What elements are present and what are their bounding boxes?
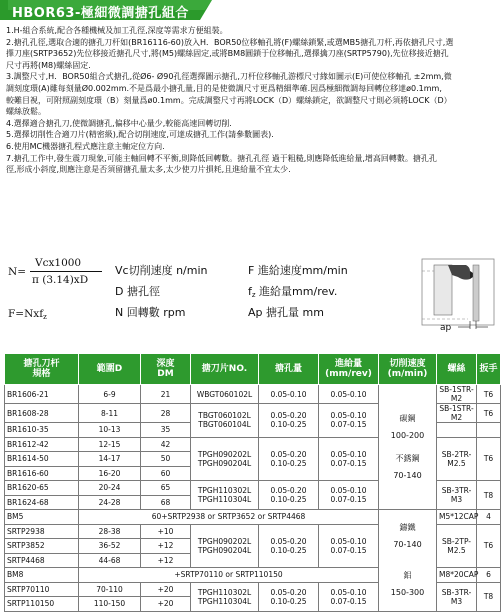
legend-fz [248, 283, 337, 299]
cell-ap: 0.05-0.20 0.10-0.25 [259, 437, 319, 481]
cell-depth: 68 [141, 495, 191, 510]
cell-wrench: T6 [477, 385, 501, 404]
cell-holder: SRTP3852 [5, 539, 79, 554]
instructions [6, 25, 498, 176]
cell-ap: 0.05-0.10 [259, 385, 319, 404]
cell-range: 36-52 [79, 539, 141, 554]
diagram-ap-label: ap [440, 323, 452, 333]
legend-vc: Vc切削速度 n/min [115, 264, 208, 277]
formula-feed-main: F=Nxf [8, 308, 44, 320]
cell-range: 24-28 [79, 495, 141, 510]
header-insert: 搪刀片NO. [191, 354, 259, 385]
formula-denominator: π (3.14)xD [32, 274, 89, 286]
header-wrench: 扳手 [477, 354, 501, 385]
instruction-line: 1.H-組合系統,配合各種機械及加工孔徑,深度等需求方便組裝。 [6, 26, 228, 35]
cell-screw: SB-1STR-M2 [437, 385, 477, 404]
formula-feed [8, 308, 47, 321]
instruction-line: 調刻度環(A)雖每刻量Ø0.002mm.不是爲最小搪孔量,目的是使微調尺寸更爲精細準確.因爲極細微調每回轉位移達ø0.1mm, [6, 83, 442, 93]
cell-speed-group-1 [379, 385, 437, 510]
cell-depth: 60 [141, 466, 191, 481]
cell-insert: WBGT060102L [191, 385, 259, 404]
title-banner [0, 0, 212, 20]
cell-depth: +20 [141, 582, 191, 597]
cell-wrench: T6 [477, 404, 501, 423]
formula-feed-sub: z [43, 313, 47, 321]
cell-insert: TPGH110302L TPGH110304L [191, 582, 259, 611]
cell-feed: 0.05-0.10 0.07-0.15 [319, 404, 379, 438]
formula-n-label: N= [8, 266, 26, 278]
cell-holder: BR1616-60 [5, 466, 79, 481]
cell-holder: SRTP110150 [5, 597, 79, 612]
cell-ap: 0.05-0.20 0.10-0.25 [259, 524, 319, 568]
cell-screw: SB-1STR-M2 [437, 404, 477, 423]
cell-ap: 0.05-0.20 0.10-0.25 [259, 481, 319, 510]
instruction-line: 4.選擇適合搪孔刀,使微調搪孔,偏移中心量少,較能高速回轉切削. [6, 118, 232, 128]
cell-wrench: 6 [477, 568, 501, 583]
cell-wrench: T6 [477, 437, 501, 481]
cell-depth: 42 [141, 437, 191, 452]
legend-d: D 搪孔徑 [115, 285, 160, 298]
legend-fz-sub: z [251, 291, 256, 299]
cell-screw: SB-3TR-M3 [437, 582, 477, 611]
cell-screw: SB-2TR-M2.5 [437, 437, 477, 481]
cell-range: 6-9 [79, 385, 141, 404]
cell-holder: SRTP4468 [5, 553, 79, 568]
boring-diagram [418, 257, 498, 341]
speed-material: 不銹鋼 [395, 454, 420, 463]
cell-depth: 65 [141, 481, 191, 496]
legend-fz-main: f [248, 285, 252, 298]
cell-holder: BR1606-21 [5, 385, 79, 404]
speed-value: 100-200 [390, 431, 425, 440]
cell-screw: M8*20CAP [437, 568, 477, 583]
instruction-line: 徑,形成小斜度,則應注意是否須留搪孔量太多,太少使刀片損耗,且進給量不宜太少. [6, 165, 291, 175]
page-title: HBOR63-極細微調搪孔組合 [12, 6, 189, 21]
legend-f: F 進給速度mm/min [248, 264, 348, 277]
cell-feed: 0.05-0.10 [319, 385, 379, 404]
instruction-line: 2.搪孔孔徑,選取合適的搪孔刀杆如(BR16116-60)放入H．BOR50位移軸孔將(F)螺絲鎖緊,或選MB5搪孔刀杆,再依搪孔尺寸,選 [6, 37, 454, 47]
cell-range: 10-13 [79, 423, 141, 438]
cell-depth: 50 [141, 452, 191, 467]
instruction-line: 6.使用MC機器搪孔程式應注意主軸定位方向. [6, 141, 165, 151]
boring-diagram-svg [418, 257, 498, 337]
cell-feed: 0.05-0.10 0.07-0.15 [319, 524, 379, 568]
cell-range: 70-110 [79, 582, 141, 597]
cell-insert: TPGH110302L TPGH110304L [191, 481, 259, 510]
cell-screw: SB-3TR-M3 [437, 481, 477, 510]
speed-value: 150-300 [390, 588, 425, 598]
header-screw: 螺絲 [437, 354, 477, 385]
cell-range: 28-38 [79, 524, 141, 539]
cell-holder: BR1608-28 [5, 404, 79, 423]
cell-holder: BR1614-50 [5, 452, 79, 467]
speed-value: 70-140 [393, 471, 422, 480]
cell-screw: SB-2TP-M2.5 [437, 524, 477, 568]
cell-feed: 0.05-0.10 0.07-0.15 [319, 481, 379, 510]
instruction-line: 較難目視，可附照副刻度環（B）刻量爲ø0.1mm。完成調整尺寸再將LOCK（D）螺絲鎖定，欲調整尺寸則必須將LOCK（D） [6, 95, 452, 105]
cell-depth: 21 [141, 385, 191, 404]
table-row [5, 385, 501, 404]
cell-range: 12-15 [79, 437, 141, 452]
speed-value: 70-140 [393, 540, 422, 550]
cell-range: 8-11 [79, 404, 141, 423]
cell-wrench: T8 [477, 481, 501, 510]
cell-wrench: T8 [477, 582, 501, 611]
cell-depth: 28 [141, 404, 191, 423]
cell-holder: SRTP70110 [5, 582, 79, 597]
cell-insert: TPGH090202L TPGH090204L [191, 524, 259, 568]
cell-range: 14-17 [79, 452, 141, 467]
cell-ap: 0.05-0.20 0.10-0.25 [259, 404, 319, 438]
cell-screw [437, 423, 477, 438]
cell-insert: TPGH090202L TPGH090204L [191, 437, 259, 481]
cell-ap: 0.05-0.20 0.10-0.25 [259, 582, 319, 611]
cell-holder: BM5 [5, 510, 79, 525]
cell-insert: TBGT060102L TBGT060104L [191, 404, 259, 438]
speed-material: 鋁 [403, 571, 412, 581]
cell-screw: M5*12CAP [437, 510, 477, 525]
speed-material: 鑄鐵 [399, 523, 416, 533]
header-depth: 深度 DM [141, 354, 191, 385]
header-feed: 進給量 (mm/rev) [319, 354, 379, 385]
cell-depth: +12 [141, 539, 191, 554]
header-ap: 搪孔量 [259, 354, 319, 385]
cell-depth: +10 [141, 524, 191, 539]
cell-wrench: 4 [477, 510, 501, 525]
instruction-line: 7.搪孔工作中,發生震刀現象,可能主軸回轉不平衡,則降低回轉數。搪孔孔徑 過于粗糙,則應降低進給量,增高回轉數。搪孔孔 [6, 153, 437, 163]
legend-ap: Ap 搪孔量 mm [248, 306, 324, 319]
cell-depth: +12 [141, 553, 191, 568]
table-header-row [5, 354, 501, 385]
cell-feed: 0.05-0.10 0.07-0.15 [319, 437, 379, 481]
cell-depth: +20 [141, 597, 191, 612]
instruction-line: 尺寸再將(M8)螺絲固定. [6, 60, 91, 70]
cell-holder: BR1612-42 [5, 437, 79, 452]
cell-holder: BM8 [5, 568, 79, 583]
instruction-line: 3.調整尺寸,H．BOR50組合式搪孔,從Ø6- Ø90孔徑選擇圖示搪孔,刀杆位移軸孔游標尺寸緣如圖示(E)可使位移軸孔 ±2mm,微 [6, 72, 452, 82]
cell-range: 110-150 [79, 597, 141, 612]
cell-speed-group-2 [379, 510, 437, 612]
header-holder: 搪孔刀杆 規格 [5, 354, 79, 385]
legend-n: N 回轉數 rpm [115, 306, 186, 319]
cell-holder: BR1624-68 [5, 495, 79, 510]
cell-holder: BR1620-65 [5, 481, 79, 496]
cell-feed: 0.05-0.10 0.07-0.15 [319, 582, 379, 611]
cell-combination: 60+SRTP2938 or SRTP3652 or SRTP4468 [79, 510, 379, 525]
spec-table [4, 353, 501, 612]
formula-numerator: Vcx1000 [35, 257, 82, 269]
header-speed: 切削速度 (m/min) [379, 354, 437, 385]
header-range: 範圍D [79, 354, 141, 385]
cell-depth: 35 [141, 423, 191, 438]
cell-range: 16-20 [79, 466, 141, 481]
cell-range: 44-68 [79, 553, 141, 568]
cell-holder: BR1610-35 [5, 423, 79, 438]
cell-combination: +SRTP70110 or SRTP110150 [79, 568, 379, 583]
table-row [5, 510, 501, 525]
formula-fraction-line [30, 271, 102, 272]
cell-wrench: T6 [477, 524, 501, 568]
cell-holder: SRTP2938 [5, 524, 79, 539]
instruction-line: 螺絲放鬆。 [6, 107, 46, 117]
speed-material: 碳鋼 [399, 414, 416, 423]
cell-wrench [477, 423, 501, 438]
cell-range: 20-24 [79, 481, 141, 496]
legend-fz-text: 進給量mm/rev. [255, 285, 338, 298]
instruction-line: 5.選擇切削性合適刀片(精密級),配合切削速度,可達成搪孔工作(請參數圖表). [6, 130, 274, 140]
instruction-line: 擇刀座(SRTP3652)先位移接近搪孔尺寸,將(M5)螺絲固定,或將BM8圓鎖于位移軸孔,選擇擒刀座(SRTP5790),先位移接近搪孔 [6, 49, 449, 59]
